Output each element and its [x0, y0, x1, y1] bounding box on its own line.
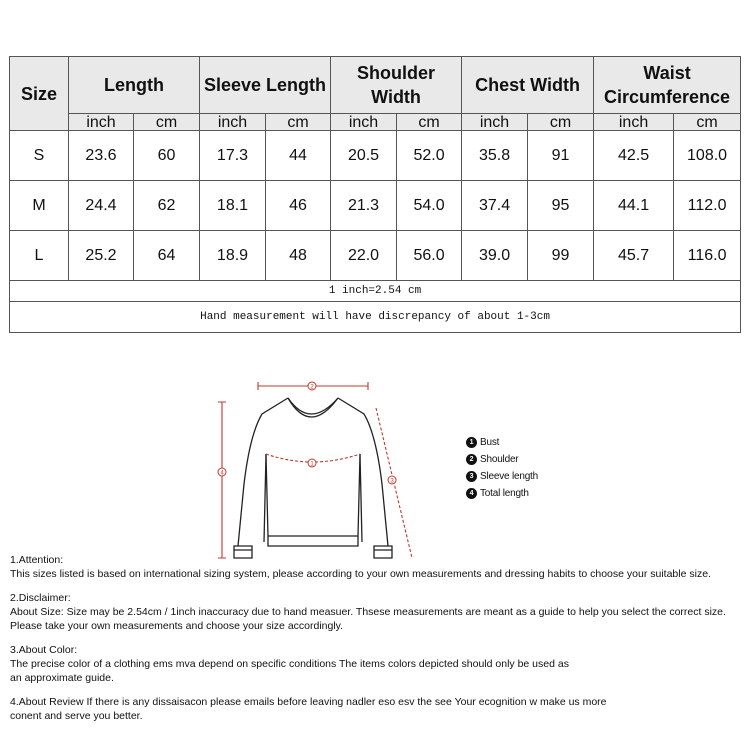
measurement-guides — [218, 382, 412, 558]
notes-section — [10, 553, 745, 733]
value-cell: 23.6 — [69, 131, 134, 181]
note-line: an approximate guide. — [10, 672, 114, 684]
value-cell: 45.7 — [594, 231, 674, 281]
value-cell: 112.0 — [674, 181, 741, 231]
header-shoulder-width: Shoulder Width — [331, 57, 462, 114]
header-size: Size — [10, 57, 69, 131]
value-cell: 22.0 — [331, 231, 397, 281]
unit-cell: inch — [462, 114, 528, 131]
note-title: 3.About Color: — [10, 644, 78, 656]
unit-cell: inch — [594, 114, 674, 131]
legend-label: Total length — [480, 488, 529, 499]
marker-2: 2 — [310, 384, 314, 391]
number-3-icon: 3 — [466, 471, 477, 482]
note-about-review — [10, 695, 745, 723]
value-cell: 56.0 — [397, 231, 462, 281]
value-cell: 18.9 — [200, 231, 266, 281]
table-row — [10, 181, 741, 231]
header-length: Length — [69, 57, 200, 114]
table-row — [10, 131, 741, 181]
total-length-guide — [218, 402, 226, 558]
legend-label: Shoulder — [480, 454, 519, 465]
value-cell: 39.0 — [462, 231, 528, 281]
size-cell: M — [10, 181, 69, 231]
value-cell: 52.0 — [397, 131, 462, 181]
conversion-note: 1 inch=2.54 cm — [10, 281, 741, 302]
legend-item-sleeve-length — [466, 468, 538, 485]
value-cell: 18.1 — [200, 181, 266, 231]
legend-item-shoulder — [466, 451, 538, 468]
size-cell: L — [10, 231, 69, 281]
size-chart-table — [9, 56, 741, 333]
marker-4: 4 — [220, 470, 224, 477]
guide-markers — [218, 382, 396, 485]
value-cell: 116.0 — [674, 231, 741, 281]
value-cell: 20.5 — [331, 131, 397, 181]
unit-cell: cm — [266, 114, 331, 131]
note-title: 1.Attention: — [10, 554, 64, 566]
diagram-legend — [466, 434, 538, 502]
value-cell: 44 — [266, 131, 331, 181]
value-cell: 44.1 — [594, 181, 674, 231]
note-disclaimer — [10, 591, 745, 633]
unit-cell: cm — [397, 114, 462, 131]
value-cell: 54.0 — [397, 181, 462, 231]
conversion-note-row — [10, 281, 741, 302]
marker-1: 1 — [310, 461, 314, 468]
value-cell: 64 — [134, 231, 200, 281]
unit-cell: cm — [674, 114, 741, 131]
legend-label: Bust — [480, 437, 500, 448]
legend-item-total-length — [466, 485, 538, 502]
value-cell: 46 — [266, 181, 331, 231]
number-1-icon: 1 — [466, 437, 477, 448]
value-cell: 35.8 — [462, 131, 528, 181]
value-cell: 25.2 — [69, 231, 134, 281]
unit-cell: inch — [331, 114, 397, 131]
note-title: 2.Disclaimer: — [10, 592, 71, 604]
header-chest-width: Chest Width — [462, 57, 594, 114]
value-cell: 17.3 — [200, 131, 266, 181]
value-cell: 60 — [134, 131, 200, 181]
number-2-icon: 2 — [466, 454, 477, 465]
unit-row — [10, 114, 741, 131]
value-cell: 108.0 — [674, 131, 741, 181]
note-line: Please take your own measurements and choose your size accordingly. — [10, 620, 344, 632]
header-row — [10, 57, 741, 114]
legend-label: Sleeve length — [480, 471, 539, 482]
value-cell: 95 — [528, 181, 594, 231]
value-cell: 48 — [266, 231, 331, 281]
unit-cell: cm — [528, 114, 594, 131]
number-4-icon: 4 — [466, 488, 477, 499]
measurement-note-row — [10, 302, 741, 333]
unit-cell: cm — [134, 114, 200, 131]
value-cell: 37.4 — [462, 181, 528, 231]
marker-3: 3 — [390, 478, 394, 485]
value-cell: 42.5 — [594, 131, 674, 181]
note-about-color — [10, 643, 745, 685]
measurement-note: Hand measurement will have discrepancy of about 1-3cm — [10, 302, 741, 333]
value-cell: 99 — [528, 231, 594, 281]
unit-cell: inch — [69, 114, 134, 131]
legend-item-bust — [466, 434, 538, 451]
header-waist-circumference: Waist Circumference — [594, 57, 741, 114]
note-line: conent and serve you better. — [10, 710, 143, 722]
sweater-outline — [234, 398, 392, 558]
note-line: This sizes listed is based on international sizing system, please according to your own measurements and dressing habits to choose your suitable size. — [10, 568, 711, 580]
header-sleeve-length: Sleeve Length — [200, 57, 331, 114]
table-row — [10, 231, 741, 281]
value-cell: 91 — [528, 131, 594, 181]
size-cell: S — [10, 131, 69, 181]
unit-cell: inch — [200, 114, 266, 131]
value-cell: 24.4 — [69, 181, 134, 231]
note-line: The precise color of a clothing ems mva depend on specific conditions The items colors depicted should only be used as — [10, 658, 569, 670]
value-cell: 21.3 — [331, 181, 397, 231]
value-cell: 62 — [134, 181, 200, 231]
note-attention — [10, 553, 745, 581]
note-line: 4.About Review If there is any dissaisacon please emails before leaving nadler eso esv the see Your ecognition w make us more — [10, 696, 607, 708]
note-line: About Size: Size may be 2.54cm / 1inch inaccuracy due to hand measuer. Thsese measurements are meant as a guide to help you select the correct size. — [10, 606, 726, 618]
